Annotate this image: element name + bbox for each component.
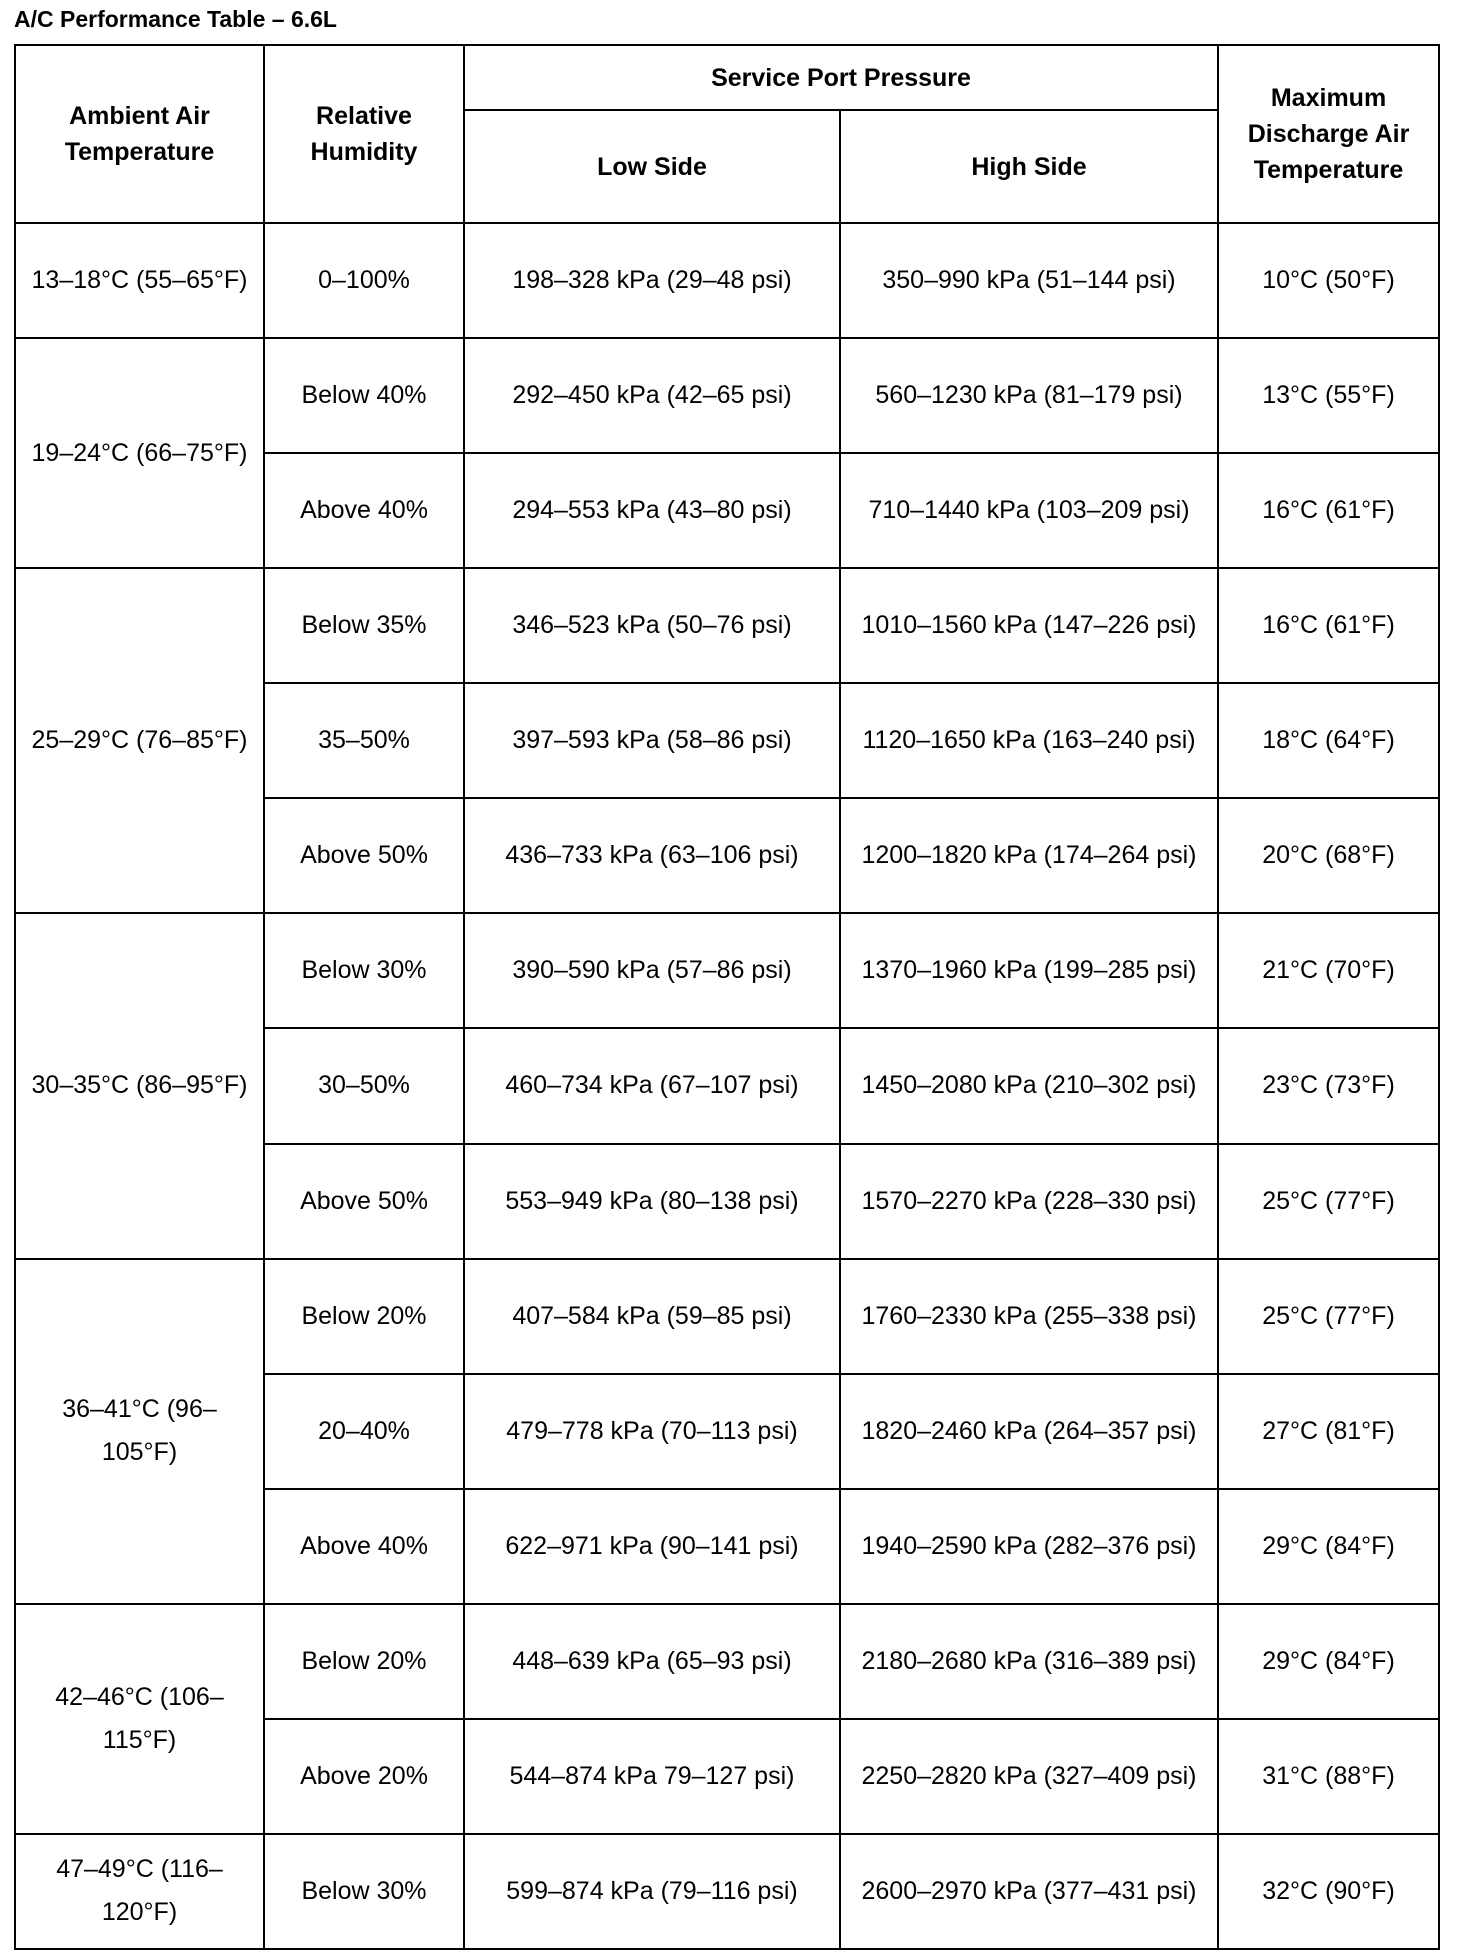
header-service-port-pressure: Service Port Pressure — [464, 45, 1218, 110]
cell-max-discharge-temperature: 29°C (84°F) — [1218, 1489, 1439, 1604]
cell-low-side-pressure: 292–450 kPa (42–65 psi) — [464, 338, 840, 453]
cell-ambient-temperature: 47–49°C (116–120°F) — [15, 1834, 264, 1949]
cell-relative-humidity: Below 40% — [264, 338, 464, 453]
table-row — [15, 338, 1439, 453]
cell-high-side-pressure: 2180–2680 kPa (316–389 psi) — [840, 1604, 1218, 1719]
cell-low-side-pressure: 436–733 kPa (63–106 psi) — [464, 798, 840, 913]
table-row — [15, 223, 1439, 338]
table-body — [15, 223, 1439, 1949]
cell-relative-humidity: Below 35% — [264, 568, 464, 683]
cell-max-discharge-temperature: 18°C (64°F) — [1218, 683, 1439, 798]
cell-high-side-pressure: 1820–2460 kPa (264–357 psi) — [840, 1374, 1218, 1489]
cell-low-side-pressure: 622–971 kPa (90–141 psi) — [464, 1489, 840, 1604]
cell-ambient-temperature: 42–46°C (106–115°F) — [15, 1604, 264, 1834]
table-row — [15, 1834, 1439, 1949]
ac-performance-table — [14, 44, 1440, 1950]
cell-max-discharge-temperature: 16°C (61°F) — [1218, 568, 1439, 683]
cell-high-side-pressure: 1200–1820 kPa (174–264 psi) — [840, 798, 1218, 913]
cell-max-discharge-temperature: 29°C (84°F) — [1218, 1604, 1439, 1719]
cell-high-side-pressure: 1010–1560 kPa (147–226 psi) — [840, 568, 1218, 683]
cell-low-side-pressure: 346–523 kPa (50–76 psi) — [464, 568, 840, 683]
cell-max-discharge-temperature: 25°C (77°F) — [1218, 1259, 1439, 1374]
cell-relative-humidity: Below 30% — [264, 1834, 464, 1949]
cell-ambient-temperature: 13–18°C (55–65°F) — [15, 223, 264, 338]
cell-relative-humidity: Above 40% — [264, 453, 464, 568]
cell-max-discharge-temperature: 16°C (61°F) — [1218, 453, 1439, 568]
cell-low-side-pressure: 448–639 kPa (65–93 psi) — [464, 1604, 840, 1719]
cell-ambient-temperature: 19–24°C (66–75°F) — [15, 338, 264, 568]
cell-high-side-pressure: 2250–2820 kPa (327–409 psi) — [840, 1719, 1218, 1834]
cell-low-side-pressure: 294–553 kPa (43–80 psi) — [464, 453, 840, 568]
cell-relative-humidity: Below 20% — [264, 1604, 464, 1719]
page-title: A/C Performance Table – 6.6L — [14, 6, 337, 32]
cell-low-side-pressure: 479–778 kPa (70–113 psi) — [464, 1374, 840, 1489]
cell-relative-humidity: 30–50% — [264, 1028, 464, 1143]
cell-low-side-pressure: 544–874 kPa 79–127 psi) — [464, 1719, 840, 1834]
cell-max-discharge-temperature: 13°C (55°F) — [1218, 338, 1439, 453]
cell-relative-humidity: Below 30% — [264, 913, 464, 1028]
cell-low-side-pressure: 460–734 kPa (67–107 psi) — [464, 1028, 840, 1143]
cell-low-side-pressure: 390–590 kPa (57–86 psi) — [464, 913, 840, 1028]
cell-low-side-pressure: 599–874 kPa (79–116 psi) — [464, 1834, 840, 1949]
cell-high-side-pressure: 560–1230 kPa (81–179 psi) — [840, 338, 1218, 453]
cell-max-discharge-temperature: 21°C (70°F) — [1218, 913, 1439, 1028]
cell-ambient-temperature: 30–35°C (86–95°F) — [15, 913, 264, 1258]
cell-high-side-pressure: 1120–1650 kPa (163–240 psi) — [840, 683, 1218, 798]
header-low-side: Low Side — [464, 110, 840, 223]
cell-max-discharge-temperature: 10°C (50°F) — [1218, 223, 1439, 338]
cell-relative-humidity: Above 40% — [264, 1489, 464, 1604]
cell-max-discharge-temperature: 31°C (88°F) — [1218, 1719, 1439, 1834]
table-row — [15, 568, 1439, 683]
cell-ambient-temperature: 25–29°C (76–85°F) — [15, 568, 264, 913]
table-row — [15, 1259, 1439, 1374]
cell-low-side-pressure: 198–328 kPa (29–48 psi) — [464, 223, 840, 338]
cell-relative-humidity: Above 20% — [264, 1719, 464, 1834]
cell-max-discharge-temperature: 20°C (68°F) — [1218, 798, 1439, 913]
cell-relative-humidity: 0–100% — [264, 223, 464, 338]
table-row — [15, 1604, 1439, 1719]
cell-low-side-pressure: 553–949 kPa (80–138 psi) — [464, 1144, 840, 1259]
cell-high-side-pressure: 1940–2590 kPa (282–376 psi) — [840, 1489, 1218, 1604]
cell-max-discharge-temperature: 23°C (73°F) — [1218, 1028, 1439, 1143]
header-high-side: High Side — [840, 110, 1218, 223]
cell-low-side-pressure: 407–584 kPa (59–85 psi) — [464, 1259, 840, 1374]
cell-relative-humidity: 20–40% — [264, 1374, 464, 1489]
cell-relative-humidity: Above 50% — [264, 1144, 464, 1259]
cell-relative-humidity: 35–50% — [264, 683, 464, 798]
cell-high-side-pressure: 350–990 kPa (51–144 psi) — [840, 223, 1218, 338]
header-maximum-discharge-air-temperature: Maximum Discharge Air Temperature — [1218, 45, 1439, 223]
cell-low-side-pressure: 397–593 kPa (58–86 psi) — [464, 683, 840, 798]
header-relative-humidity: Relative Humidity — [264, 45, 464, 223]
header-ambient-air-temperature: Ambient Air Temperature — [15, 45, 264, 223]
cell-high-side-pressure: 710–1440 kPa (103–209 psi) — [840, 453, 1218, 568]
cell-high-side-pressure: 1760–2330 kPa (255–338 psi) — [840, 1259, 1218, 1374]
cell-max-discharge-temperature: 25°C (77°F) — [1218, 1144, 1439, 1259]
cell-max-discharge-temperature: 27°C (81°F) — [1218, 1374, 1439, 1489]
cell-high-side-pressure: 1570–2270 kPa (228–330 psi) — [840, 1144, 1218, 1259]
cell-ambient-temperature: 36–41°C (96–105°F) — [15, 1259, 264, 1604]
cell-high-side-pressure: 2600–2970 kPa (377–431 psi) — [840, 1834, 1218, 1949]
cell-max-discharge-temperature: 32°C (90°F) — [1218, 1834, 1439, 1949]
cell-relative-humidity: Below 20% — [264, 1259, 464, 1374]
table-row — [15, 913, 1439, 1028]
cell-relative-humidity: Above 50% — [264, 798, 464, 913]
cell-high-side-pressure: 1370–1960 kPa (199–285 psi) — [840, 913, 1218, 1028]
cell-high-side-pressure: 1450–2080 kPa (210–302 psi) — [840, 1028, 1218, 1143]
